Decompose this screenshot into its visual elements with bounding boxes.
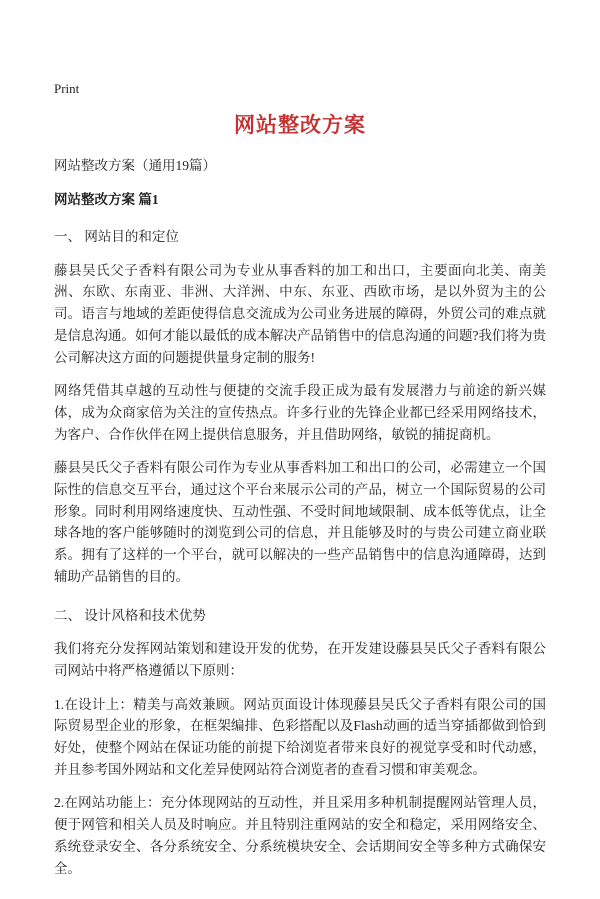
section-heading-2: 二、 设计风格和技术优势: [54, 607, 206, 623]
print-link[interactable]: Print: [54, 81, 80, 96]
paragraph-platform-need: 藤县吴氏父子香料有限公司作为专业从事香料加工和出口的公司，必需建立一个国际性的信息交互平台，通过这个平台来展示公司的产品，树立一个国际贸易的公司形象。同时利用网络速度快、互动性强、不受时间地域限制、成本低等优点，让全球各地的客户能够随时的浏览到公司的信息，并且能够及时的与贵公司建立商业联系。拥有了这样的一个平台，就可以解决的一些产品销售中的信息沟通障碍，达到辅助产品销售的目的。: [54, 460, 546, 584]
section-heading-1: 一、 网站目的和定位: [54, 229, 179, 244]
paragraph-design-principle: 1.在设计上：精美与高效兼顾。网站页面设计体现藤县吴氏父子香料有限公司的国际贸易型企业的形象，在框架编排、色彩搭配以及Flash动画的适当穿插都做到恰到好处，使整个网站在保证功能的前提下给浏览者带来良好的视觉享受和时代动感，并且参考国外网站和文化差异使网站符合浏览者的查看习惯和审美观念。: [54, 696, 546, 777]
paragraph-function-principle: 2.在网站功能上：充分体现网站的互动性，并且采用多种机制提醒网站管理人员，便于网管和相关人员及时响应。并且特别注重网站的安全和稳定，采用网络安全、系统登录安全、各分系统安全、分系统模块安全、会话期间安全等多种方式确保安全。: [54, 795, 546, 876]
doc-subtitle: 网站整改方案（通用19篇）: [54, 158, 216, 173]
chapter-heading: 网站整改方案 篇1: [54, 192, 159, 207]
paragraph-company-intro: 藤县吴氏父子香料有限公司为专业从事香料的加工和出口，主要面向北美、南美洲、东欧、东南亚、非洲、大洋洲、中东、东亚、西欧市场，是以外贸为主的公司。语言与地域的差距使得信息交流成为公司业务进展的障碍，外贸公司的难点就是信息沟通。如何才能以最低的成本解决产品销售中的信息沟通的问题?我们将为贵公司解决这方面的问题提供量身定制的服务!: [54, 262, 546, 365]
page-title: 网站整改方案: [234, 113, 366, 137]
paragraph-network-media: 网络凭借其卓越的互动性与便捷的交流手段正成为最有发展潜力与前途的新兴媒体，成为众商家倍为关注的宣传热点。许多行业的先锋企业都已经采用网络技术，为客户、合作伙伴在网上提供信息服务，并且借助网络，敏锐的捕捉商机。: [54, 383, 546, 442]
paragraph-principles-intro: 我们将充分发挥网站策划和建设开发的优势，在开发建设藤县吴氏父子香料有限公司网站中将严格遵循以下原则：: [54, 641, 546, 678]
